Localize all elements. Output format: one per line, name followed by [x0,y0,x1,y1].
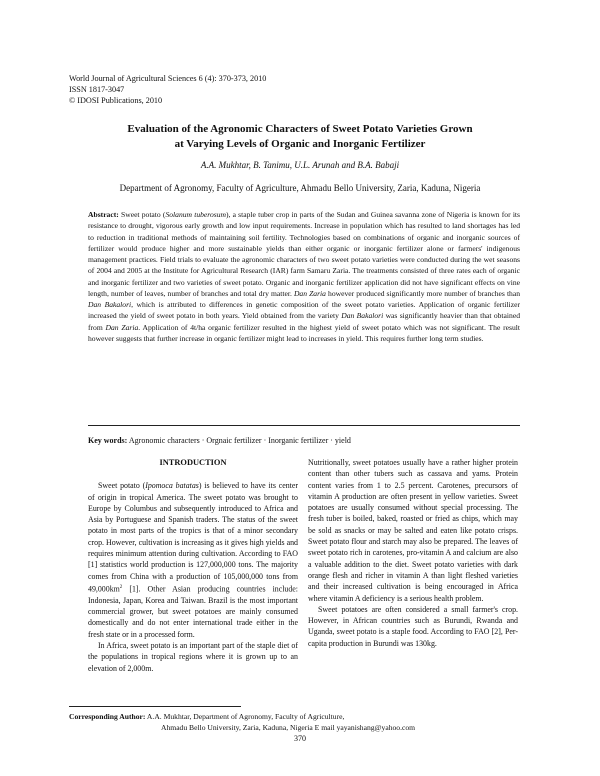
abstract-variety: Dan Bakalori [341,311,384,321]
abstract-text: , which is attributed to differences in genetic composition of the sweet potato varieties. Application of organic fertilizer increased the yield of sweet potato in both years. Yield obtained from the variety [88,300,520,321]
journal-copyright: © IDOSI Publications, 2010 [69,96,163,106]
abstract-species: Solanum tuberosum [165,210,226,219]
affiliation: Department of Agronomy, Faculty of Agriculture, Ahmadu Bello University, Zaria, Kaduna, Nigeria [119,183,481,193]
intro-superscript: 2 [119,584,123,590]
abstract-text: ), a staple tuber crop in parts of the Sudan and Guinea savanna zone of Nigeria is known for its resistance to drought, vigorous early growth and low input requirements. Increase in population which has resulted to land shortages has led to reduction in traditional methods of maintaining soil fertility. Technologies based on combinations of organic and inorganic sources of fertilizer would produce higher and more sustainable yields than either organic or inorganic fertilizer alone or farmers' indigenous management practices. Field trials to evaluate the agronomic characters of two sweet potato varieties were conducted during the wet seasons of 2004 and 2005 at the Institute for Agricultural Research (IAR) farm Samaru Zaria. The treatments consisted of three rates each of organic and inorganic fertilizer and two varieties of sweet potato. Organic and inorganic fertilizer application did not have significant effects on vine length, number of leaves, number of branches and total dry matter. [88,210,521,298]
journal-issn: ISSN 1817-3047 [69,85,125,95]
abstract-text: however produced significantly more number of branches than [325,288,521,298]
footnote-divider [69,706,241,707]
keywords-label: Key words: [88,436,128,445]
abstract-variety: Dan Zaria [105,322,139,332]
abstract-label: Abstract: [88,210,119,219]
corresponding-label: Corresponding Author: [69,712,146,721]
introduction-heading: INTRODUCTION [159,458,227,467]
intro-paragraph-3: Nutritionally, sweet potatoes usually have a rather higher protein content than other tubers such as cassava and yams. Protein content varies from 1 to 2.5 percent. Carotenes, precursors of vitamin A production are often present in yellow varieties. Sweet potatoes are usually consumed without special processing. The fresh tuber is boiled, baked, roasted or fried as chips, which may be sold as snacks or may be salted and eaten like potato crisps. Sweet potato flour and starch may also be prepared. The leaves of sweet potato rich in carotenes, pro-vitamin A and calcium are also a valuable addition to the diet. Sweet potato varieties with dark orange flesh and richer in vitamin A than light fleshed varieties and their increased cultivation is being encouraged in Africa where vitamin A deficiency is a serious health problem. [308,458,518,603]
keywords-divider [88,425,520,426]
intro-text: ) is believed to have its center of origin in tropical America. The sweet potato was brought to Europe by Columbus and subsequently introduced to Africa and Asia by Portuguese and Spanish traders. The status of the sweet potato in most parts of the tropics is that of a minor secondary crop. However, cultivation is increasing as it gives high yields and requires minimum attention during cultivation. According to FAO [1] statistics world production is 127,000,000 tons. The majority comes from China with a production of 105,000,000 tons from 49,000km [88,481,298,594]
title-line-1: Evaluation of the Agronomic Characters of Sweet Potato Varieties Grown [127,123,473,135]
keywords [88,436,351,445]
intro-paragraph-4: Sweet potatoes are often considered a small farmer's crop. However, in African countries such as Burundi, Rwanda and Uganda, sweet potato is a staple food. According to FAO [2], Per-capita production in Burundi was 130kg. [308,604,518,648]
abstract-variety: Dan Bakalori [88,300,132,309]
page-number: 370 [294,734,306,743]
intro-text: Sweet potato ( [98,481,146,491]
abstract-text: Sweet potato ( [118,210,166,219]
journal-header [69,73,266,107]
keywords-text: Agronomic characters · Orgnaic fertilizer · Inorganic fertilizer · yield [127,436,351,445]
corresponding-line-1 [69,711,415,722]
abstract [88,209,520,344]
intro-text: [1]. Other Asian producing countries include: Indonesia, Japan, Korea and Taiwan. Brazil is the most important commercial grower, but sweet potatoes are mainly consumed domestically and do not enter international trade either in the fresh state or in a processed form. [88,584,298,639]
left-column [88,457,298,674]
right-column [308,457,518,649]
title-line-2: at Varying Levels of Organic and Inorganic Fertilizer [174,137,426,150]
corresponding-author [69,711,415,733]
intro-paragraph-2: In Africa, sweet potato is an important part of the staple diet of the populations in tropical regions where it is grown up to an elevation of 2,000m. [88,641,298,673]
abstract-variety: Dan Zaria [293,288,326,298]
abstract-text: . Application of 4t/ha organic fertilizer resulted in the highest yield of sweet potato which was not significant. The result however suggests that further increase in organic fertilizer might lead to increases in yield. This requires further long term studies. [88,322,520,343]
abstract-text: was significantly heavier than that obtained from [88,311,520,332]
journal-citation: World Journal of Agricultural Sciences 6 (4): 370-373, 2010 [69,74,267,83]
corresponding-line-2: Ahmadu Bello University, Zaria, Kaduna, Nigeria E mail yayanishang@yahoo.com [161,723,416,732]
corresponding-text: A.A. Mukhtar, Department of Agronomy, Faculty of Agriculture, [145,712,345,721]
paper-title [80,122,520,151]
intro-species: Ipomoca batatas [145,481,199,491]
authors: A.A. Mukhtar, B. Tanimu, U.L. Arunah and B.A. Babaji [200,160,400,170]
intro-paragraph-1 [88,480,298,640]
